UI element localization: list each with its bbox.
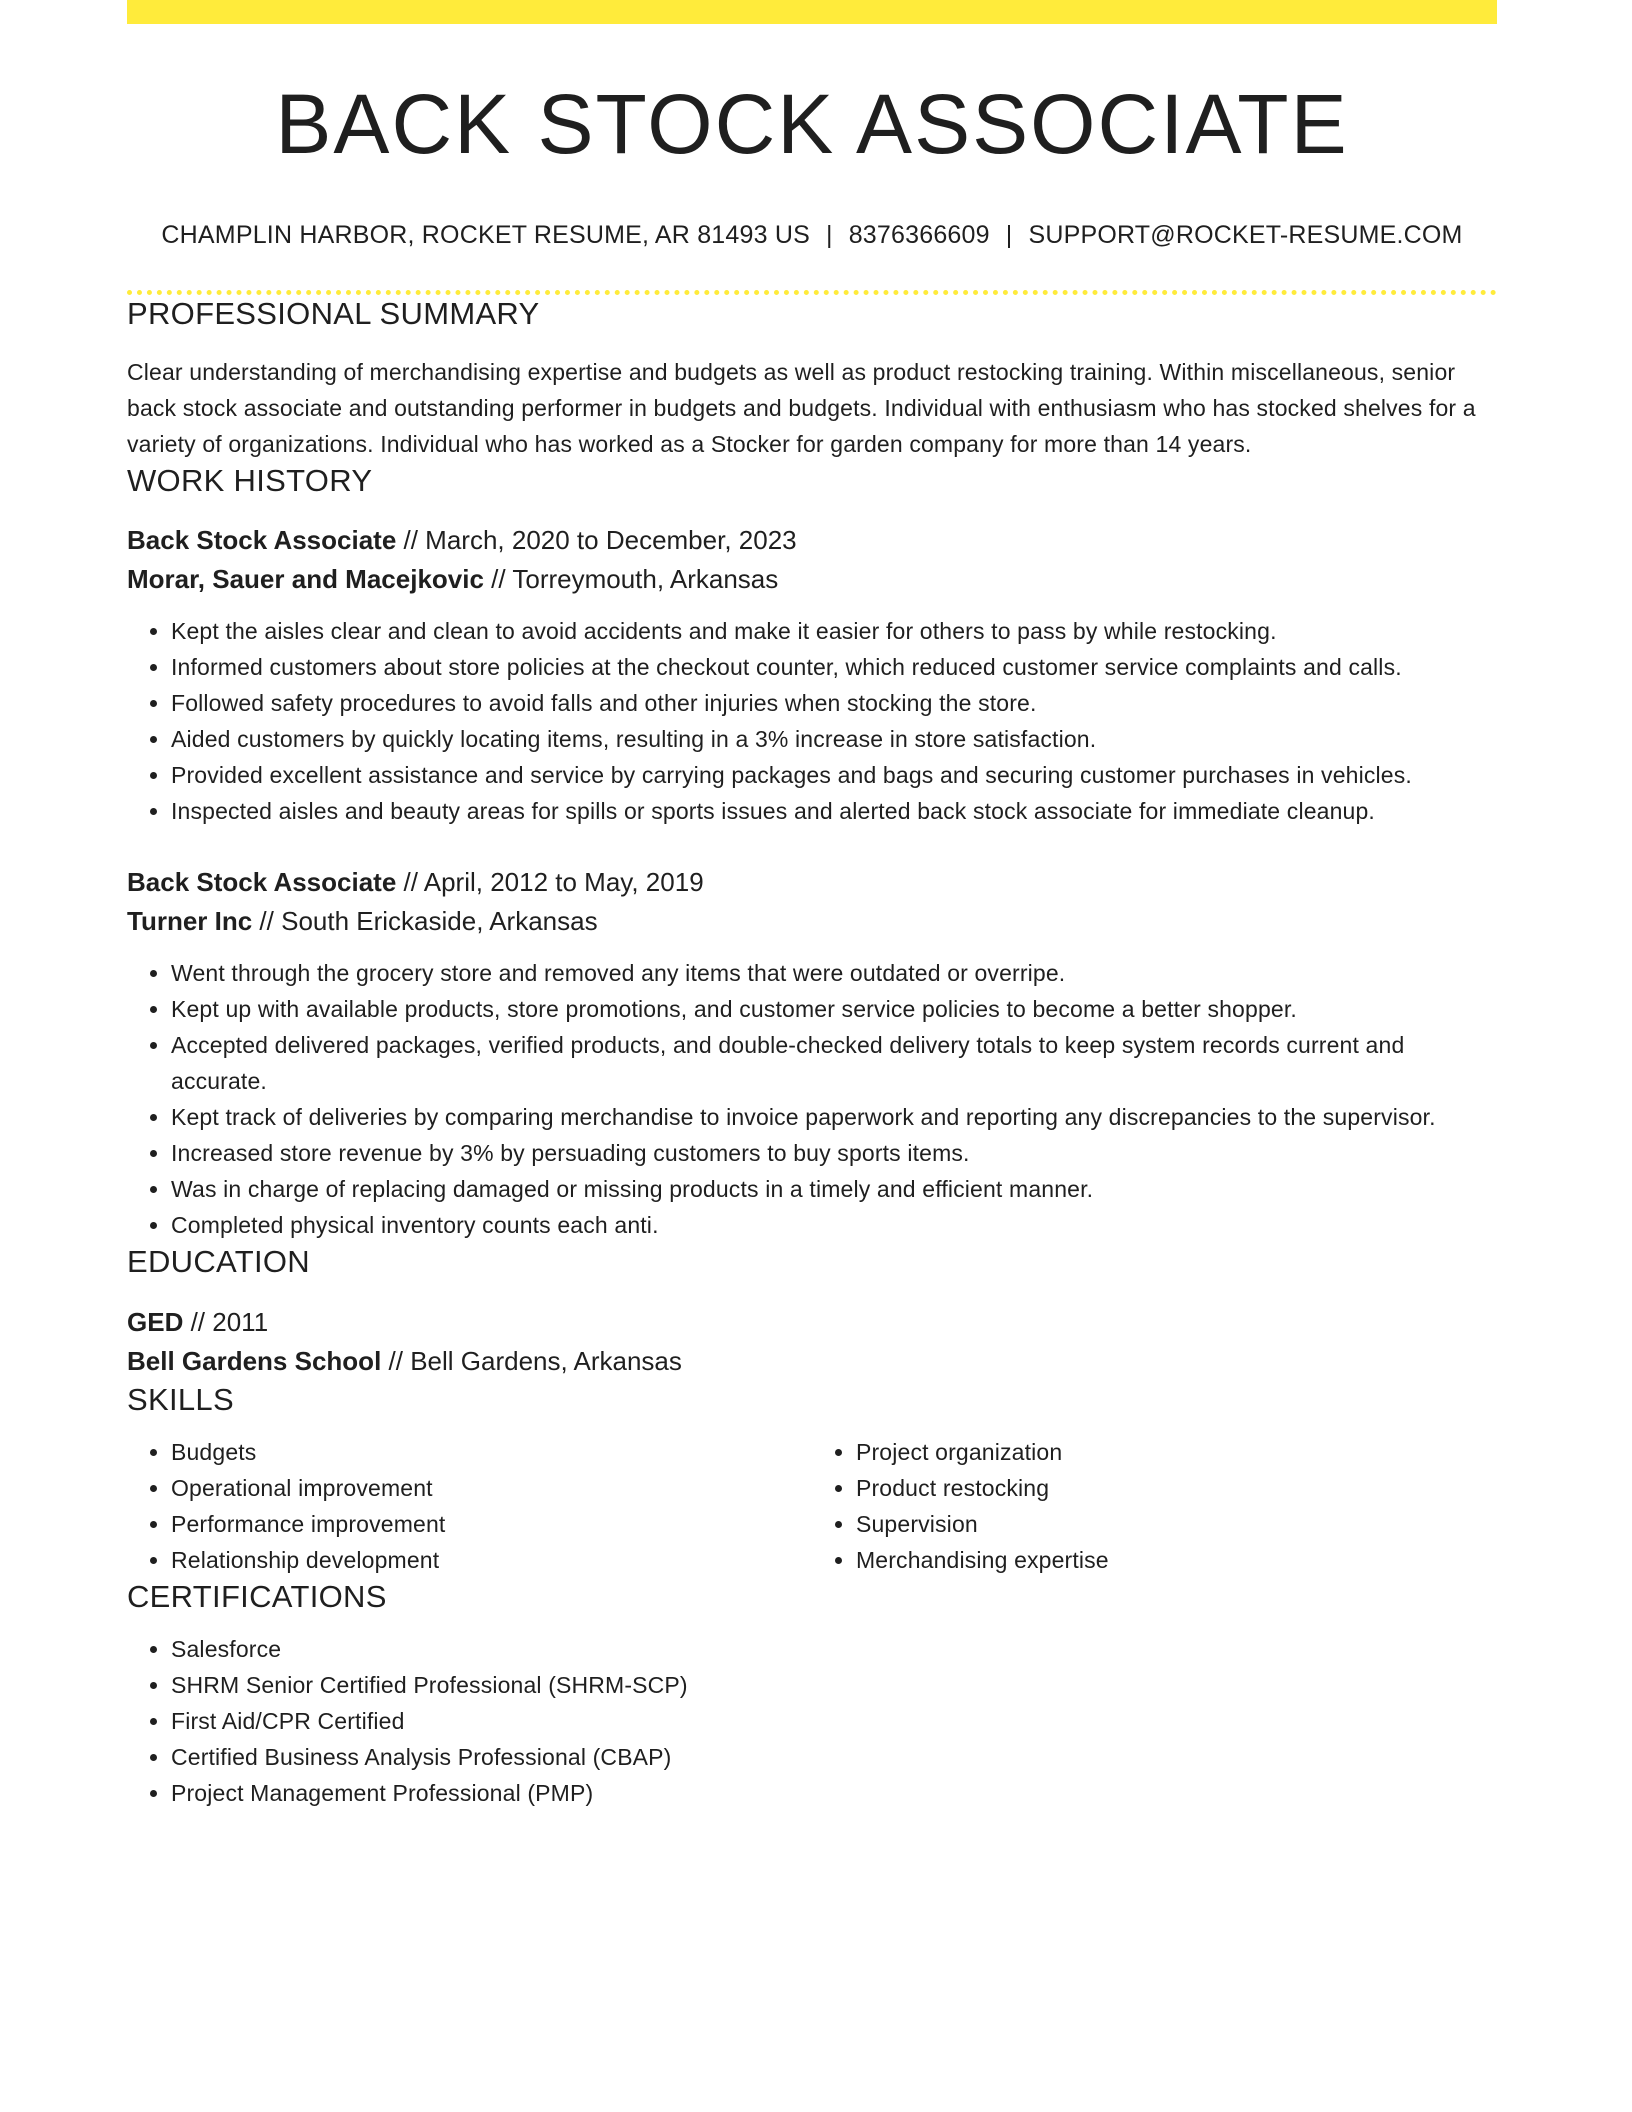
job-dates: // March, 2020 to December, 2023 [396, 525, 797, 556]
job-company-line [127, 560, 1497, 599]
list-item: • Supervision [856, 1506, 1497, 1542]
list-item: • Was in charge of replacing damaged or missing products in a timely and efficient manner. [171, 1171, 1497, 1207]
education-degree-line [127, 1303, 1497, 1342]
list-item: • Informed customers about store policies at the checkout counter, which reduced customer service complaints and calls. [171, 649, 1497, 685]
contact-phone: 8376366609 [848, 221, 990, 249]
list-item: • Merchandising expertise [856, 1542, 1497, 1578]
job-title: Back Stock Associate [127, 867, 397, 898]
certifications-list [127, 1631, 1497, 1811]
list-item: • Aided customers by quickly locating items, resulting in a 3% increase in store satisfaction. [171, 721, 1497, 757]
job-location: // South Erickaside, Arkansas [252, 906, 598, 937]
contact-separator: | [1005, 221, 1013, 249]
list-item: • Went through the grocery store and removed any items that were outdated or overripe. [171, 955, 1497, 991]
contact-email: SUPPORT@ROCKET-RESUME.COM [1028, 221, 1463, 249]
list-item: • Operational improvement [171, 1470, 812, 1506]
section-title-summary: PROFESSIONAL SUMMARY [127, 296, 540, 331]
list-item: • Kept up with available products, store promotions, and customer service policies to become a better shopper. [171, 991, 1497, 1027]
section-title-education: EDUCATION [127, 1244, 310, 1280]
list-item: • Increased store revenue by 3% by persuading customers to buy sports items. [171, 1135, 1497, 1171]
contact-line [127, 220, 1497, 250]
job-entry-1 [127, 521, 1497, 829]
contact-address: CHAMPLIN HARBOR, ROCKET RESUME, AR 81493 US [161, 221, 810, 249]
job-entry-2 [127, 863, 1497, 1243]
job-title-line [127, 521, 1497, 560]
job-title-line [127, 863, 1497, 902]
skills-list-right [812, 1434, 1497, 1578]
job-title: Back Stock Associate [127, 525, 397, 556]
job-location: // Torreymouth, Arkansas [483, 564, 779, 595]
list-item: • Project organization [856, 1434, 1497, 1470]
list-item: • Project Management Professional (PMP) [171, 1775, 1497, 1811]
job-bullets [127, 613, 1497, 829]
job-company: Morar, Sauer and Macejkovic [127, 564, 484, 595]
list-item: • First Aid/CPR Certified [171, 1703, 1497, 1739]
education-degree: GED [127, 1306, 184, 1337]
list-item: • Budgets [171, 1434, 812, 1470]
resume-title: BACK STOCK ASSOCIATE [275, 77, 1349, 171]
list-item: • Provided excellent assistance and service by carrying packages and bags and securing customer purchases in vehicles. [171, 757, 1497, 793]
job-bullets [127, 955, 1497, 1243]
education-year: // 2011 [183, 1306, 269, 1337]
resume-page [127, 0, 1497, 1811]
job-dates: // April, 2012 to May, 2019 [396, 867, 704, 898]
list-item: • Kept the aisles clear and clean to avoid accidents and make it easier for others to pass by while restocking. [171, 613, 1497, 649]
list-item: • Relationship development [171, 1542, 812, 1578]
skills-columns [127, 1434, 1497, 1578]
list-item: • Inspected aisles and beauty areas for spills or sports issues and alerted back stock associate for immediate cleanup. [171, 793, 1497, 829]
section-title-skills: SKILLS [127, 1381, 234, 1417]
job-company: Turner Inc [127, 906, 253, 937]
list-item: • Certified Business Analysis Professional (CBAP) [171, 1739, 1497, 1775]
list-item: • Salesforce [171, 1631, 1497, 1667]
education-school-line [127, 1342, 1497, 1381]
list-item: • Product restocking [856, 1470, 1497, 1506]
list-item: • Kept track of deliveries by comparing merchandise to invoice paperwork and reporting any discrepancies to the supervisor. [171, 1099, 1497, 1135]
contact-separator: | [826, 221, 833, 249]
skills-list-left [127, 1434, 812, 1578]
section-title-work-history: WORK HISTORY [127, 463, 373, 499]
education-school: Bell Gardens School [127, 1345, 382, 1376]
list-item: • SHRM Senior Certified Professional (SHRM-SCP) [171, 1667, 1497, 1703]
section-title-certifications: CERTIFICATIONS [127, 1578, 387, 1614]
education-location: // Bell Gardens, Arkansas [381, 1345, 682, 1376]
list-item: • Completed physical inventory counts each anti. [171, 1207, 1497, 1243]
list-item: • Performance improvement [171, 1506, 812, 1542]
list-item: • Followed safety procedures to avoid falls and other injuries when stocking the store. [171, 685, 1497, 721]
summary-text: Clear understanding of merchandising expertise and budgets as well as product restocking training. Within miscellaneous, senior back stock associate and outstanding performer in budgets and budgets. Individual with enthusiasm who has stocked shelves for a variety of organizations. Individual who has worked as a Stocker for garden company for more than 14 years. [127, 359, 1476, 458]
job-company-line [127, 902, 1497, 941]
list-item: • Accepted delivered packages, verified products, and double-checked delivery totals to keep system records current and accurate. [171, 1027, 1497, 1099]
accent-top-bar [127, 0, 1497, 24]
